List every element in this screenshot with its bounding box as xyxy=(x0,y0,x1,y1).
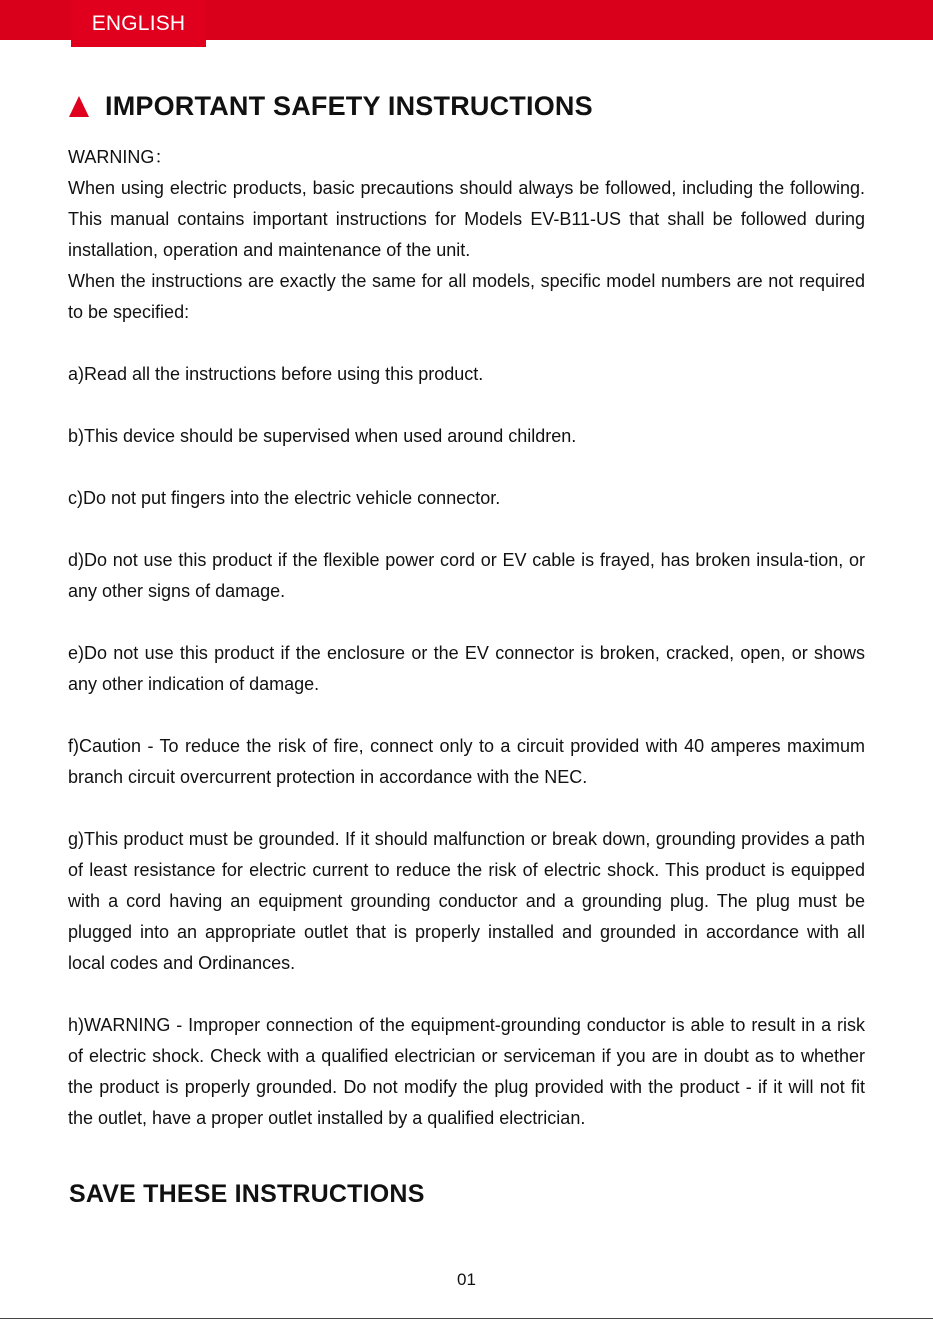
instruction-item: e)Do not use this product if the enclosure or the EV connector is broken, cracked, open, or shows any other indication of damage. xyxy=(68,643,865,694)
warning-paragraph: When the instructions are exactly the same for all models, specific model numbers are not required to be specified: xyxy=(68,271,865,322)
page-number: 01 xyxy=(457,1270,476,1289)
instruction-item: f)Caution - To reduce the risk of fire, connect only to a circuit provided with 40 amperes maximum branch circuit overcurrent protection in accordance with the NEC. xyxy=(68,736,865,787)
language-tab: ENGLISH xyxy=(71,0,206,50)
instructions-body xyxy=(68,142,865,1134)
instruction-item: a)Read all the instructions before using this product. xyxy=(68,364,484,384)
warning-label: WARNING： xyxy=(68,147,173,167)
instruction-item: b)This device should be supervised when used around children. xyxy=(68,426,577,446)
instruction-item: g)This product must be grounded. If it should malfunction or break down, grounding provides a path of least resistance for electric current to reduce the risk of electric shock. This product is equipped with a cord having an equipment grounding conductor and a grounding plug. The plug must be plugged into an appropriate outlet that is properly installed and grounded in accordance with all local codes and Ordinances. xyxy=(68,829,865,973)
bottom-divider xyxy=(0,1318,933,1319)
instruction-item: c)Do not put fingers into the electric vehicle connector. xyxy=(68,488,501,508)
instruction-item: h)WARNING - Improper connection of the equipment-grounding conductor is able to result in a risk of electric shock. Check with a qualified electrician or serviceman if you are in doubt as to whether the product is properly grounded. Do not modify the plug provided with the product - if it will not fit the outlet, have a proper outlet installed by a qualified electrician. xyxy=(68,1015,865,1128)
save-instructions-heading: SAVE THESE INSTRUCTIONS xyxy=(69,1180,425,1208)
page-heading xyxy=(69,88,593,124)
page-title: IMPORTANT SAFETY INSTRUCTIONS xyxy=(105,90,593,121)
warning-paragraph: When using electric products, basic precautions should always be followed, including the following. This manual contains important instructions for Models EV-B11-US that shall be followed during installation, operation and maintenance of the unit. xyxy=(68,178,865,260)
instruction-item: d)Do not use this product if the flexible power cord or EV cable is frayed, has broken insula-tion, or any other signs of damage. xyxy=(68,550,865,601)
warning-triangle-icon xyxy=(69,96,89,117)
